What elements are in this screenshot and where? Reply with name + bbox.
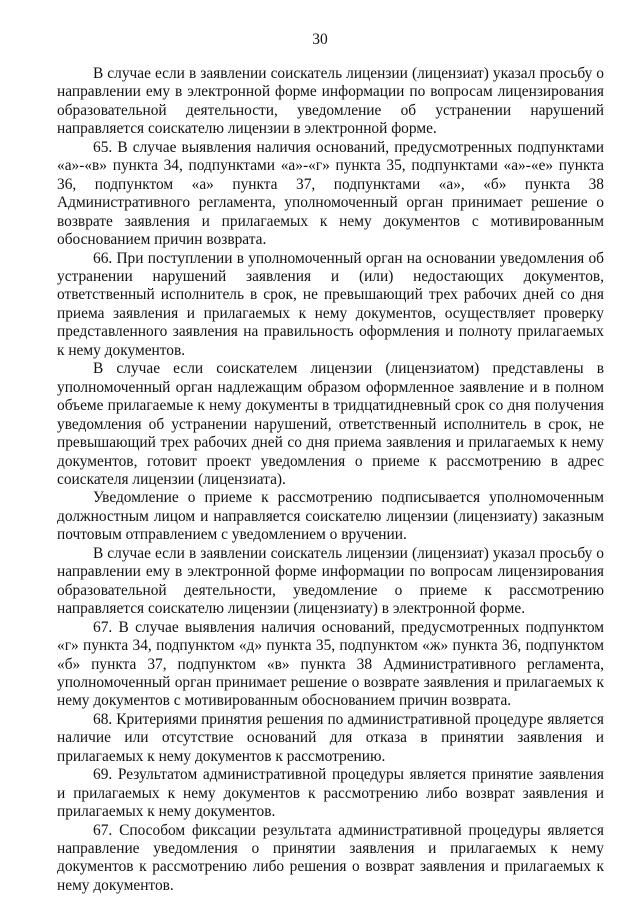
paragraph-complete-application: В случае если соискателем лицензии (лицензиатом) представлены в уполномоченный орган надлежащим образом оформленное заявление и в полном объеме прилагаемые к нему документы в тридцатидневный срок со дня получения уведомления об устранении нарушений, ответственный исполнитель в срок, не превышающий трех рабочих дней со дня приема заявления и прилагаемых к нему документов, готовит проект уведомления о приеме к рассмотрению в адрес соискателя лицензии (лицензиата). (57, 360, 604, 488)
paragraph-68: 68. Критериями принятия решения по административной процедуре является наличие или отсутствие оснований для отказа в принятии заявления и прилагаемых к нему документов к рассмотрению. (57, 710, 604, 765)
paragraph-67: 67. В случае выявления наличия оснований, предусмотренных подпунктом «г» пункта 34, подпунктом «д» пункта 35, подпунктом «ж» пункта 36, подпунктом «б» пункта 37, подпунктом «в» пункта 38 Административного регламента, уполномоченный орган принимает решение о возврате заявления и прилагаемых к нему документов с мотивированным обоснованием причин возврата. (57, 618, 604, 710)
paragraph-69: 69. Результатом административной процедуры является принятие заявления и прилагаемых к нему документов к рассмотрению либо возврат заявления и прилагаемых к нему документов. (57, 766, 604, 821)
paragraph-electronic-notice-acceptance: В случае если в заявлении соискатель лицензии (лицензиат) указал просьбу о направлении ему в электронной форме информации по вопросам лицензирования образовательной деятельности, уведомление о приеме к рассмотрению направляется соискателю лицензии (лицензиату) в электронной форме. (57, 544, 604, 618)
paragraph-65: 65. В случае выявления наличия оснований, предусмотренных подпунктами «а»-«в» пункта 34, подпунктами «а»-«г» пункта 35, подпунктами «а»-«е» пункта 36, подпунктом «а» пункта 37, подпунктами «а», «б» пункта 38 Административного регламента, уполномоченный орган принимает решение о возврате заявления и прилагаемых к нему документов с мотивированным обоснованием причин возврата. (57, 138, 604, 249)
paragraph-67-fixation: 67. Способом фиксации результата административной процедуры является направление уведомления о принятии заявления и прилагаемых к нему документов к рассмотрению либо решения о возврат заявления и прилагаемых к нему документов. (57, 821, 604, 894)
page-number: 30 (312, 31, 328, 48)
paragraph-electronic-notice-violations: В случае если в заявлении соискатель лицензии (лицензиат) указал просьбу о направлении ему в электронной форме информации по вопросам лицензирования образовательной деятельности, уведомление об устранении нарушений направляется соискателю лицензии в электронной форме. (57, 65, 604, 138)
paragraph-66: 66. При поступлении в уполномоченный орган на основании уведомления об устранении нарушений заявления и (или) недостающих документов, ответственный исполнитель в срок, не превышающий трех рабочих дней со дня приема заявления и прилагаемых к нему документов, осуществляет проверку представленного заявления на правильность оформления и полноту прилагаемых к нему документов. (57, 249, 604, 359)
paragraph-acceptance-notice: Уведомление о приеме к рассмотрению подписывается уполномоченным должностным лицом и направляется соискателю лицензии (лицензиату) заказным почтовым отправлением с уведомлением о вручении. (57, 489, 604, 544)
document-body (57, 65, 604, 895)
